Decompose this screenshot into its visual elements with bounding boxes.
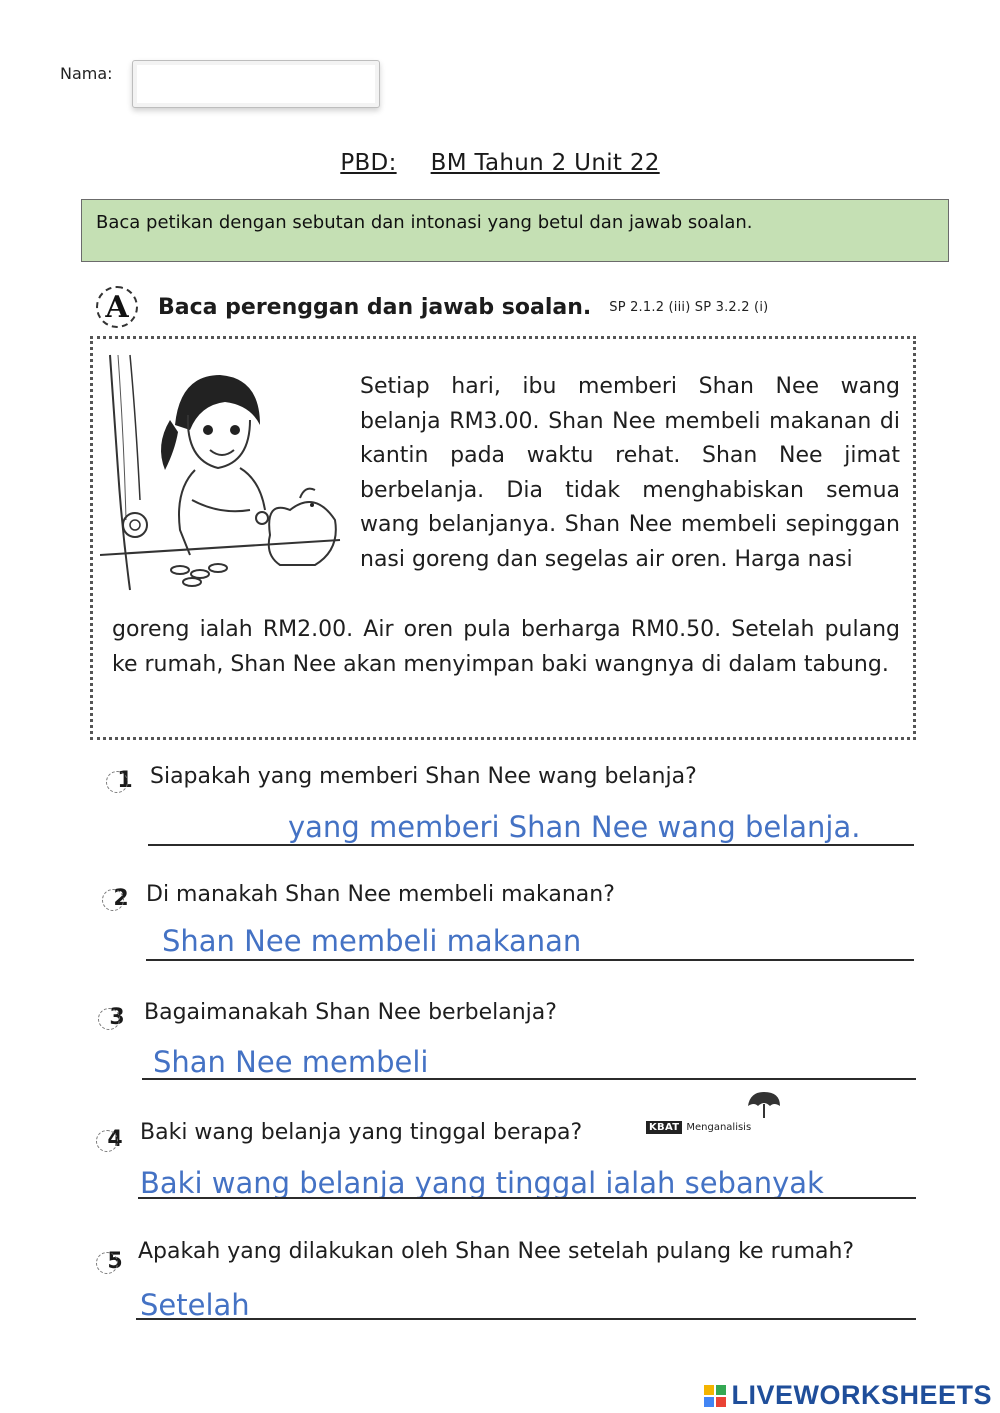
question-text: Siapakah yang memberi Shan Nee wang belanja? <box>150 764 697 789</box>
question-text: Baki wang belanja yang tinggal berapa? <box>140 1120 583 1145</box>
girl-illustration <box>100 350 350 620</box>
answer-input-3[interactable]: Shan Nee membeli <box>153 1045 429 1079</box>
tree-icon <box>744 1088 784 1120</box>
liveworksheets-logo-icon <box>703 1384 727 1408</box>
answer-input-2[interactable]: Shan Nee membeli makanan <box>162 924 582 958</box>
page-title-text: BM Tahun 2 Unit 22 <box>430 150 660 176</box>
section-code: SP 2.1.2 (iii) SP 3.2.2 (i) <box>609 299 769 315</box>
instruction-text: Baca petikan dengan sebutan dan intonasi yang betul dan jawab soalan. <box>96 212 753 233</box>
answer-input-4[interactable]: Baki wang belanja yang tinggal ialah sebanyak <box>140 1166 824 1200</box>
name-input[interactable] <box>132 60 380 108</box>
liveworksheets-logo <box>703 1380 992 1411</box>
answer-line <box>146 959 914 961</box>
answer-input-5[interactable]: Setelah <box>140 1288 250 1322</box>
page-title-prefix: PBD: <box>340 150 397 176</box>
kbat-tag <box>646 1121 751 1134</box>
question-text: Apakah yang dilakukan oleh Shan Nee setelah pulang ke rumah? <box>138 1239 855 1264</box>
name-label: Nama: <box>60 64 113 83</box>
question-text: Bagaimanakah Shan Nee berbelanja? <box>144 1000 557 1025</box>
answer-line <box>148 844 914 846</box>
answer-line <box>136 1318 916 1320</box>
section-title: Baca perenggan dan jawab soalan. <box>158 294 592 320</box>
page-title <box>0 150 1000 176</box>
question-number: 3 <box>100 1002 134 1032</box>
question-number: 5 <box>98 1246 132 1276</box>
answer-line <box>138 1197 916 1199</box>
answer-input-1[interactable]: yang memberi Shan Nee wang belanja. <box>288 810 861 844</box>
instruction-box <box>81 199 949 262</box>
passage-text-part2: goreng ialah RM2.00. Air oren pula berharga RM0.50. Setelah pulang ke rumah, Shan Nee akan menyimpan baki wangnya di dalam tabung. <box>112 617 900 677</box>
question-number: 1 <box>108 765 142 795</box>
logo-text: LIVEWORKSHEETS <box>731 1380 992 1410</box>
question-number: 2 <box>104 883 138 913</box>
question-text: Di manakah Shan Nee membeli makanan? <box>146 882 615 907</box>
kbat-badge: KBAT <box>646 1121 682 1134</box>
passage-text-part1: Setiap hari, ibu memberi Shan Nee wang belanja RM3.00. Shan Nee membeli makanan di kantin pada waktu rehat. Shan Nee jimat berbelanja. Dia tidak menghabiskan semua wang belanjanya. Shan Nee membeli sepinggan nasi goreng dan segelas air oren. Harga nasi <box>360 374 900 572</box>
section-letter: A <box>96 286 138 328</box>
kbat-label: Menganalisis <box>686 1122 752 1133</box>
answer-line <box>142 1078 916 1080</box>
question-number: 4 <box>98 1124 132 1154</box>
section-heading <box>96 286 768 328</box>
